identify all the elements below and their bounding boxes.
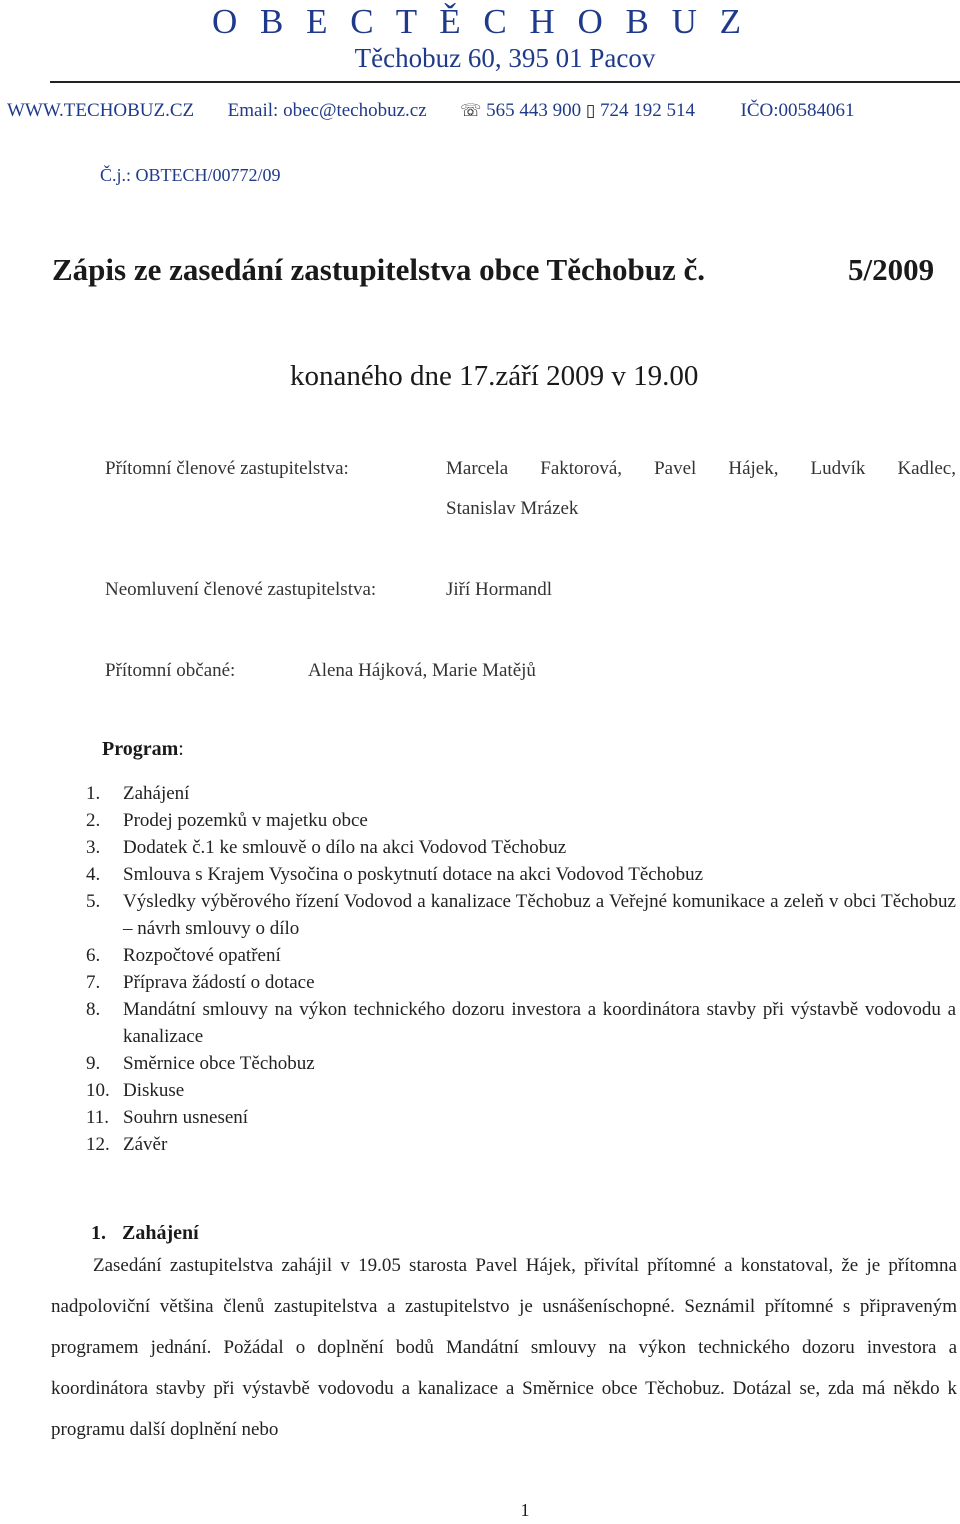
agenda-item: 11. Souhrn usnesení	[86, 1107, 249, 1128]
contact-line	[7, 100, 855, 122]
meeting-date: konaného dne 17.září 2009 v 19.00	[290, 360, 699, 392]
reference-number: Č.j.: OBTECH/00772/09	[100, 165, 281, 185]
agenda-item: 6. Rozpočtové opatření	[86, 945, 281, 966]
agenda-item: 10. Diskuse	[86, 1080, 185, 1101]
mobile-number: 724 192 514	[600, 100, 696, 121]
agenda-item: 3. Dodatek č.1 ke smlouvě o dílo na akci Vodovod Těchobuz	[86, 837, 567, 858]
agenda-item: 5. Výsledky výběrového řízení Vodovod a kanalizace Těchobuz a Veřejné komunikace a zeleň v obci Těchobuz – návrh smlouvy o dílo	[86, 891, 956, 939]
agenda-item: 2. Prodej pozemků v majetku obce	[86, 810, 368, 831]
present-members-label: Přítomní členové zastupitelstva:	[105, 458, 349, 479]
agenda-item: 12. Závěr	[86, 1134, 168, 1155]
phone-number: 565 443 900	[486, 100, 582, 121]
mobile-phone-icon: ▯	[585, 101, 596, 120]
document-number: 5/2009	[848, 252, 935, 287]
absent-members-label: Neomluvení členové zastupitelstva:	[105, 579, 377, 600]
agenda-item: 7. Příprava žádostí o dotace	[86, 972, 315, 993]
absent-members: Jiří Hormandl	[446, 579, 553, 600]
present-members-line1: Marcela Faktorová, Pavel Hájek, Ludvík Kadlec,	[446, 458, 956, 479]
agenda-item: 9. Směrnice obce Těchobuz	[86, 1053, 315, 1074]
section-heading: 1. Zahájení	[91, 1222, 199, 1244]
ico-number: IČO:00584061	[740, 100, 855, 121]
phone-icon: ☏	[460, 101, 482, 120]
website-link[interactable]: WWW.TECHOBUZ.CZ	[7, 100, 195, 121]
municipality-title: O B E C T Ě C H O B U Z	[212, 2, 748, 41]
section-paragraph: Zasedání zastupitelstva zahájil v 19.05 starosta Pavel Hájek, přivítal přítomné a konstatoval, že je přítomna nadpoloviční většina členů zastupitelstva a zastupitelstvo je usnášeníschopné. Seznámil přítomné s připraveným programem jednání. Požádal o doplnění bodů Mandátní smlouvy na výkon technického dozoru investora a koordinátora stavby při výstavbě vodovodu a kanalizace a Směrnice obce Těchobuz. Dotázal se, zda má někdo k programu další doplnění nebo	[51, 1255, 957, 1440]
page-number: 1	[520, 1500, 530, 1520]
program-heading: Program:	[102, 738, 184, 760]
agenda-item: 4. Smlouva s Krajem Vysočina o poskytnutí dotace na akci Vodovod Těchobuz	[86, 864, 704, 885]
header-divider	[50, 81, 960, 83]
municipality-address: Těchobuz 60, 395 01 Pacov	[354, 43, 656, 73]
email-link[interactable]: Email: obec@techobuz.cz	[227, 100, 427, 121]
present-citizens-label: Přítomní občané:	[105, 660, 236, 681]
agenda-list	[86, 780, 956, 1158]
agenda-item: 1. Zahájení	[86, 783, 190, 804]
agenda-item: 8. Mandátní smlouvy na výkon technického dozoru investora a koordinátora stavby při výstavbě vodovodu a kanalizace	[86, 999, 956, 1047]
present-citizens: Alena Hájková, Marie Matějů	[308, 660, 536, 681]
document-heading: Zápis ze zasedání zastupitelstva obce Těchobuz č.	[52, 252, 705, 287]
present-members-line2: Stanislav Mrázek	[446, 498, 579, 519]
